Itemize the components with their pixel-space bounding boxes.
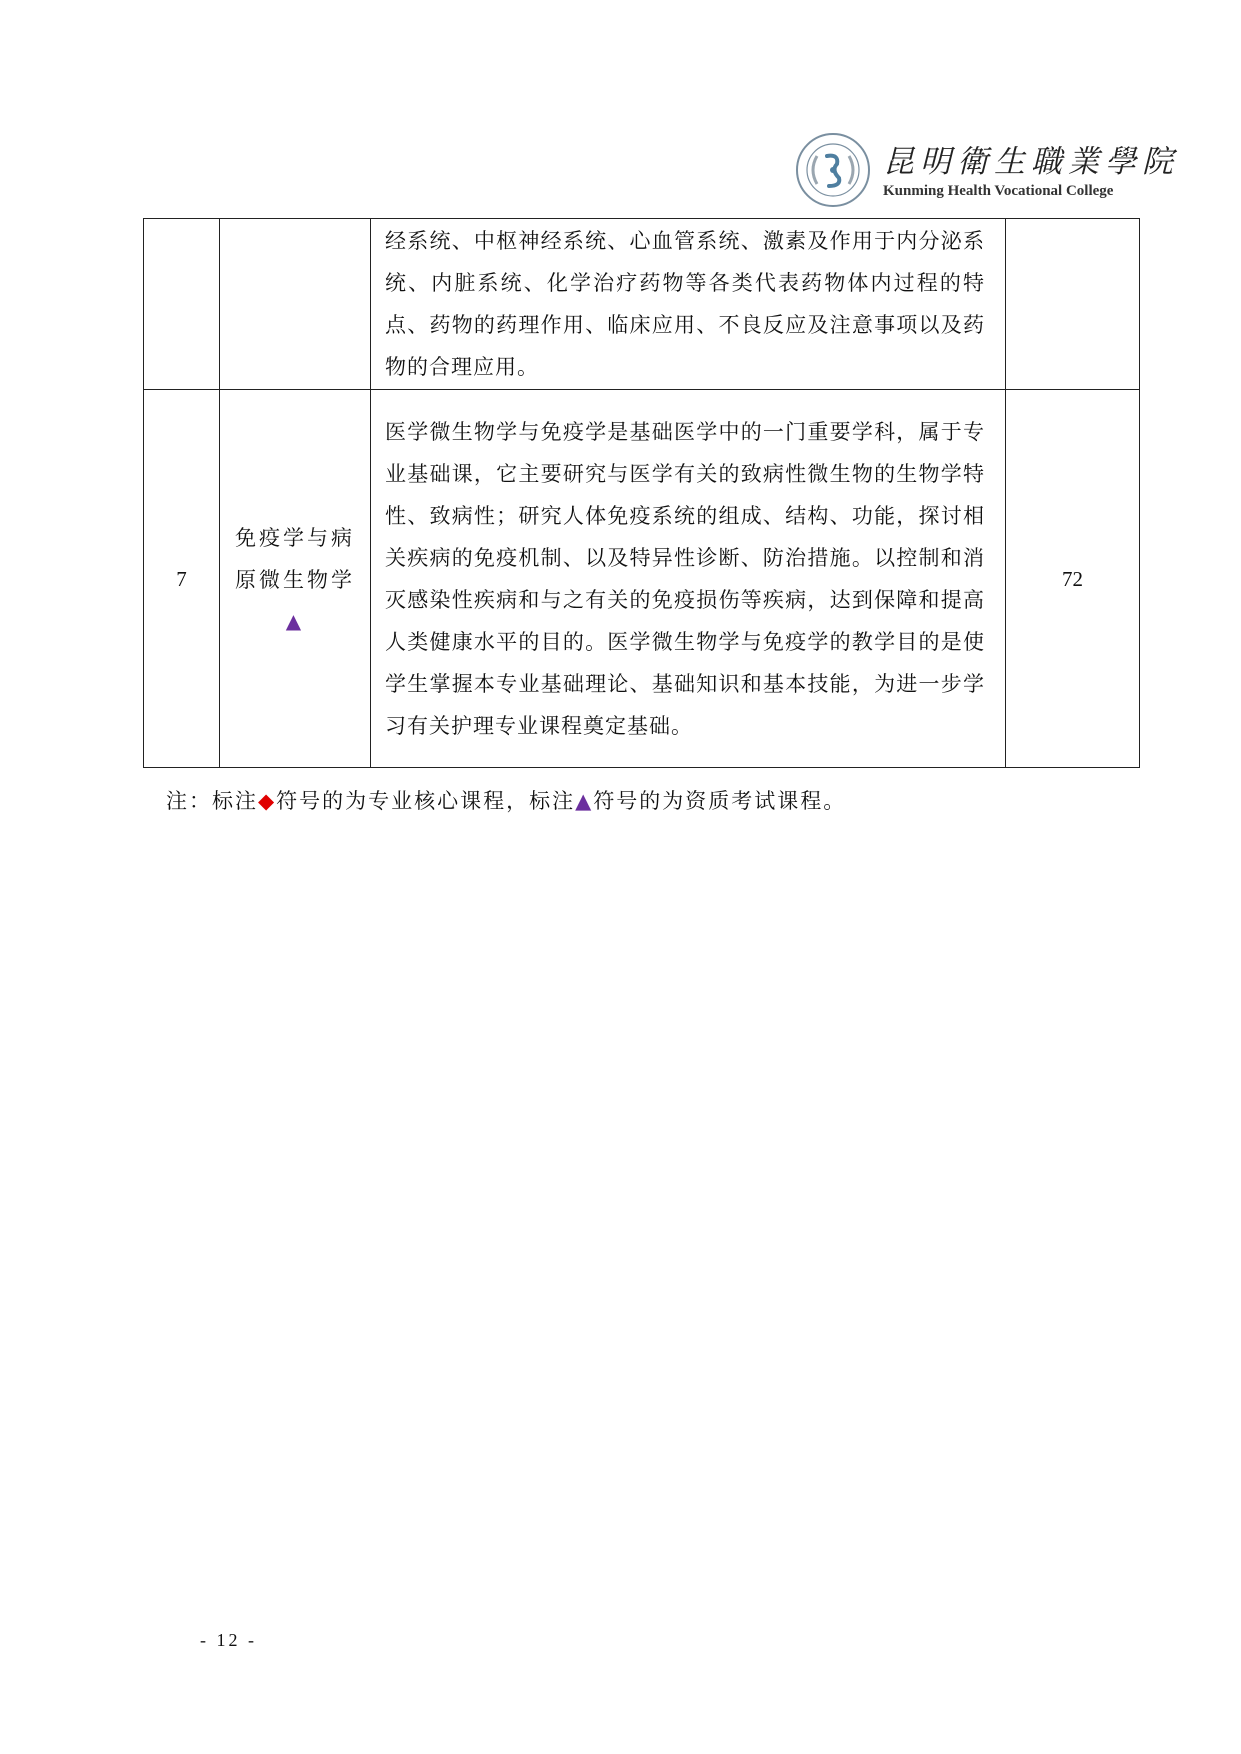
course-hours — [1006, 219, 1140, 390]
college-header — [795, 128, 1215, 208]
page-number: - 12 - — [200, 1630, 257, 1650]
exam-course-marker: ▲ — [285, 608, 305, 633]
course-description: 医学微生物学与免疫学是基础医学中的一门重要学科，属于专业基础课，它主要研究与医学有关的致病性微生物的生物学特性、致病性；研究人体免疫系统的组成、结构、功能，探讨相关疾病的免疫机制、以及特异性诊断、防治措施。以控制和消灭感染性疾病和与之有关的免疫损伤等疾病，达到保障和提高人类健康水平的目的。医学微生物学与免疫学的教学目的是使学生掌握本专业基础理论、基础知识和基本技能，为进一步学习有关护理专业课程奠定基础。 — [371, 390, 1006, 768]
course-name-line: 免疫学与病 — [235, 525, 355, 550]
table-footnote — [166, 785, 846, 815]
college-name-en: Kunming Health Vocational College — [883, 183, 1114, 199]
course-table — [143, 218, 1140, 768]
course-number — [144, 219, 220, 390]
note-prefix: 注：标注 — [166, 789, 258, 813]
table-row — [144, 219, 1140, 390]
course-name — [220, 390, 371, 768]
college-seal-logo — [795, 132, 871, 208]
course-name — [220, 219, 371, 390]
note-exam-text: 符号的为资质考试课程。 — [593, 789, 847, 813]
college-name-cn: 昆明衛生職業學院 — [883, 144, 1179, 180]
course-description: 经系统、中枢神经系统、心血管系统、激素及作用于内分泌系统、内脏系统、化学治疗药物等各类代表药物体内过程的特点、药物的药理作用、临床应用、不良反应及注意事项以及药物的合理应用。 — [371, 219, 1006, 390]
course-number: 7 — [144, 390, 220, 768]
core-course-marker: ◆ — [258, 789, 277, 813]
course-name-line: 原微生物学 — [235, 567, 355, 592]
note-core-text: 符号的为专业核心课程，标注 — [276, 789, 576, 813]
course-hours: 72 — [1006, 390, 1140, 768]
exam-course-marker: ▲ — [575, 789, 594, 813]
table-row — [144, 390, 1140, 768]
